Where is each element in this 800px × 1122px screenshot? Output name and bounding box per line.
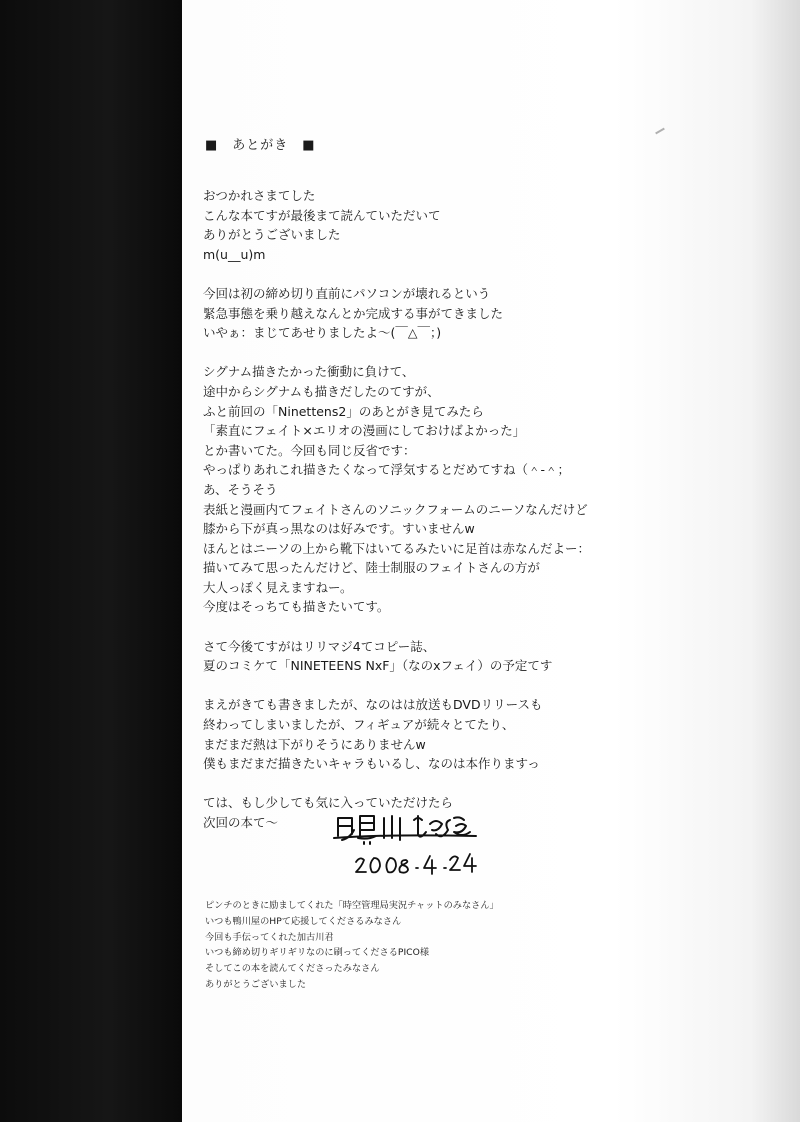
body-line: ほんとはニーソの上から靴下はいてるみたいに足首は赤なんだよー： (203, 540, 591, 556)
credit-line: ピンチのときに励ましてくれた「時空管理局実況チャットのみなさん」 (205, 900, 499, 911)
credit-line: いつも鴨川屋のHPて応援してくださるみなさん (205, 915, 402, 927)
body-line: まだまだ熱は下がりそうにありませんw (203, 736, 426, 752)
body-line: あ、そうそう (203, 481, 278, 497)
handwritten-signature (330, 810, 480, 880)
body-line: 途中からシグナムも描きだしたのてすが、 (203, 383, 440, 399)
credit-line: 今回も手伝ってくれた加古川君 (205, 931, 334, 943)
body-line: m(u__u)m (203, 246, 266, 262)
body-line: 今回は初の締め切り直前にパソコンが壊れるという (203, 285, 491, 301)
credit-line: そしてこの本を読んてくださったみなさん (205, 963, 380, 975)
body-line: 描いてみて思ったんだけど、陸士制服のフェイトさんの方が (203, 560, 540, 576)
body-line: 表紙と漫画内てフェイトさんのソニックフォームのニーソなんだけど (203, 501, 588, 517)
body-line: 大人っぽく見えますねー。 (203, 579, 353, 595)
afterword-body (203, 186, 623, 833)
body-line: とか書いてた。今回も同じ反省です： (203, 442, 416, 458)
body-line: 終わってしまいましたが、フィギュアが続々とてたり、 (203, 717, 515, 733)
binding-gutter (0, 0, 182, 1122)
body-line: おつかれさまてした (203, 188, 316, 203)
paragraph-gap (203, 676, 623, 696)
body-line: ては、もし少しても気に入っていただけたら (203, 795, 454, 811)
body-line: やっぱりあれこれ描きたくなって浮気するとだめてすね（＾-＾； (203, 462, 571, 478)
body-line: 膝から下が真っ黒なのは好みです。すいませんw (203, 521, 475, 537)
paragraph-gap (203, 343, 623, 363)
afterword-heading: ■ あとがき ■ (205, 138, 316, 153)
credit-line: ありがとうございました (205, 978, 307, 990)
body-line: 次回の本て～ (203, 815, 279, 830)
body-line: さて今後てすがはリリマジ4てコピー誌、 (203, 638, 436, 654)
body-line: こんな本てすが最後まて読んていただいて (203, 207, 441, 223)
credit-line: いつも締め切りギリギリなのに刷ってくださるPICO様 (205, 947, 430, 959)
paragraph-gap (203, 617, 623, 637)
body-line: いやぁ：まじてあせりましたよ～(￣△￣；) (203, 325, 442, 341)
paragraph-gap (203, 774, 623, 794)
paragraph-gap (203, 264, 623, 284)
body-line: 夏のコミケて「NINETEENS NxF」（なのxフェイ）の予定てす (203, 658, 553, 674)
body-line: 僕もまだまだ描きたいキャラもいるし、なのは本作りますっ (203, 756, 540, 772)
body-line: ありがとうございました (203, 227, 341, 243)
body-line: 今度はそっちても描きたいてす。 (203, 599, 390, 615)
body-line: 「素直にフェイト×エリオの漫画にしておけばよかった」 (203, 423, 526, 439)
body-line: シグナム描きたかった衝動に負けて、 (203, 364, 415, 380)
body-line: まえがきても書きましたが、なのはは放送もDVDリリースも (203, 697, 543, 713)
body-line: 緊急事態を乗り越えなんとか完成する事がてきました (203, 305, 504, 321)
credits-list (205, 898, 535, 993)
body-line: ふと前回の「Ninettens2」のあとがき見てみたら (203, 403, 484, 419)
